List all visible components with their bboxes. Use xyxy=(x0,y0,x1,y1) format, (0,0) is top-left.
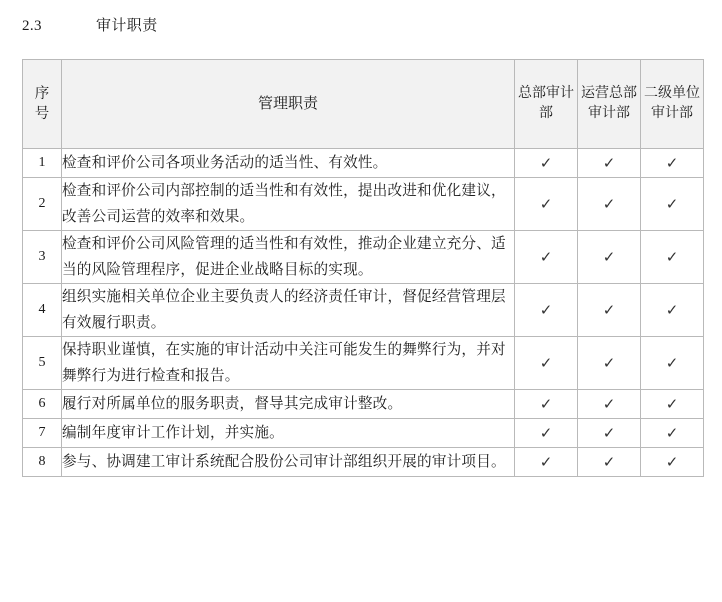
row-duty: 履行对所属单位的服务职责，督导其完成审计整改。 xyxy=(62,390,515,419)
column-header-duty: 管理职责 xyxy=(62,60,515,149)
check-ops-icon: ✓ xyxy=(578,284,641,337)
row-duty: 参与、协调建工审计系统配合股份公司审计部组织开展的审计项目。 xyxy=(62,448,515,477)
check-ops-icon: ✓ xyxy=(578,390,641,419)
check-hq-icon: ✓ xyxy=(515,448,578,477)
column-header-sequence-line1: 序 xyxy=(34,86,50,102)
row-sequence: 6 xyxy=(23,390,62,419)
check-ops-icon: ✓ xyxy=(578,448,641,477)
table-row xyxy=(23,149,704,178)
check-hq-icon: ✓ xyxy=(515,419,578,448)
check-ops-icon: ✓ xyxy=(578,178,641,231)
check-hq-icon: ✓ xyxy=(515,390,578,419)
table-row xyxy=(23,284,704,337)
row-sequence: 1 xyxy=(23,149,62,178)
row-sequence: 3 xyxy=(23,231,62,284)
table-header xyxy=(23,60,704,149)
check-secondary-icon: ✓ xyxy=(641,337,704,390)
column-header-hq-audit: 总部审计部 xyxy=(515,60,578,149)
check-secondary-icon: ✓ xyxy=(641,419,704,448)
row-duty: 检查和评价公司内部控制的适当性和有效性，提出改进和优化建议，改善公司运营的效率和效果。 xyxy=(62,178,515,231)
check-ops-icon: ✓ xyxy=(578,337,641,390)
row-sequence: 8 xyxy=(23,448,62,477)
column-header-ops-audit: 运营总部审计部 xyxy=(578,60,641,149)
check-hq-icon: ✓ xyxy=(515,231,578,284)
table-row xyxy=(23,448,704,477)
check-hq-icon: ✓ xyxy=(515,149,578,178)
check-secondary-icon: ✓ xyxy=(641,284,704,337)
row-duty: 编制年度审计工作计划，并实施。 xyxy=(62,419,515,448)
check-hq-icon: ✓ xyxy=(515,284,578,337)
row-sequence: 7 xyxy=(23,419,62,448)
table-header-row xyxy=(23,60,704,149)
check-ops-icon: ✓ xyxy=(578,231,641,284)
row-duty: 检查和评价公司各项业务活动的适当性、有效性。 xyxy=(62,149,515,178)
check-secondary-icon: ✓ xyxy=(641,149,704,178)
column-header-sequence xyxy=(23,60,62,149)
table-row xyxy=(23,419,704,448)
row-duty: 组织实施相关单位企业主要负责人的经济责任审计，督促经营管理层有效履行职责。 xyxy=(62,284,515,337)
table-row xyxy=(23,231,704,284)
table-body xyxy=(23,149,704,477)
table-row xyxy=(23,337,704,390)
row-duty: 保持职业谨慎，在实施的审计活动中关注可能发生的舞弊行为，并对舞弊行为进行检查和报告。 xyxy=(62,337,515,390)
table-row xyxy=(23,178,704,231)
check-hq-icon: ✓ xyxy=(515,178,578,231)
check-hq-icon: ✓ xyxy=(515,337,578,390)
row-duty: 检查和评价公司风险管理的适当性和有效性，推动企业建立充分、适当的风险管理程序，促进企业战略目标的实现。 xyxy=(62,231,515,284)
row-sequence: 5 xyxy=(23,337,62,390)
section-title: 审计职责 xyxy=(96,18,158,34)
table-row xyxy=(23,390,704,419)
column-header-secondary-audit: 二级单位审计部 xyxy=(641,60,704,149)
column-header-sequence-line2: 号 xyxy=(34,106,50,122)
section-number: 2.3 xyxy=(22,18,42,34)
check-secondary-icon: ✓ xyxy=(641,448,704,477)
row-sequence: 2 xyxy=(23,178,62,231)
check-ops-icon: ✓ xyxy=(578,419,641,448)
section-heading xyxy=(22,14,722,35)
check-secondary-icon: ✓ xyxy=(641,231,704,284)
document-page xyxy=(0,14,722,602)
check-secondary-icon: ✓ xyxy=(641,390,704,419)
check-ops-icon: ✓ xyxy=(578,149,641,178)
row-sequence: 4 xyxy=(23,284,62,337)
audit-responsibility-table xyxy=(22,59,704,477)
check-secondary-icon: ✓ xyxy=(641,178,704,231)
